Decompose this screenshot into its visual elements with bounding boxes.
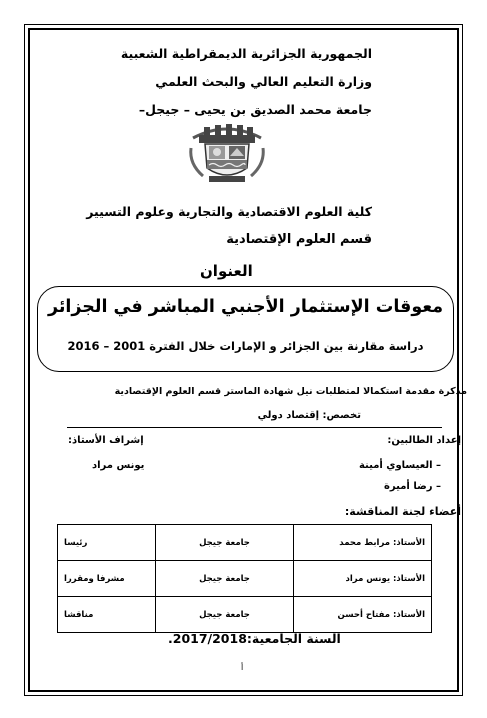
republic-heading: الجمهورية الجزائرية الديمقراطية الشعبية: [120, 46, 372, 61]
jury-label: أعضاء لجنة المناقشة:: [344, 505, 461, 518]
table-row: [58, 597, 432, 633]
specialty: تخصص: إقتصاد دولي: [257, 410, 361, 421]
academic-year: السنة الجامعية:2017/2018.: [168, 631, 341, 646]
jury-member-institution: جامعة جيجل: [156, 525, 294, 561]
jury-table: [57, 524, 432, 633]
title-label: العنوان: [200, 262, 253, 280]
sub-title: دراسة مقارنة بين الجزائر و الإمارات خلال الفترة 2001 – 2016: [67, 339, 424, 353]
jury-member-name: الأستاذ: مرابط محمد: [294, 525, 432, 561]
jury-member-role: مناقشا: [58, 597, 156, 633]
title-box: [37, 286, 454, 372]
main-title: معوقات الإستثمار الأجنبي المباشر في الجزائر: [47, 297, 444, 317]
jury-member-name: الأستاذ: مفتاح أحسن: [294, 597, 432, 633]
table-row: [58, 525, 432, 561]
student-name: – رضا أميرة: [384, 481, 441, 492]
university-logo: [187, 122, 267, 184]
jury-member-role: رئيسا: [58, 525, 156, 561]
jury-member-name: الأستاذ: يونس مراد: [294, 561, 432, 597]
supervisor-name: يونس مراد: [92, 460, 145, 471]
jury-member-role: مشرفا ومقررا: [58, 561, 156, 597]
student-name: – العيساوي أمينة: [358, 460, 441, 471]
supervisor-label: إشراف الأستاذ:: [68, 435, 144, 446]
divider-line: [67, 427, 442, 428]
jury-member-institution: جامعة جيجل: [156, 561, 294, 597]
faculty-name: كلية العلوم الاقتصادية والتجارية وعلوم التسيير: [86, 204, 372, 219]
memo-statement: مذكرة مقدمة استكمالا لمتطلبات نيل شهادة الماستر قسم العلوم الإقتصادية: [114, 386, 467, 397]
ministry-heading: وزارة التعليم العالي والبحث العلمي: [155, 74, 372, 89]
table-row: [58, 561, 432, 597]
department-name: قسم العلوم الإقتصادية: [226, 232, 372, 247]
university-heading: جامعة محمد الصديق بن يحيى – جيجل–: [138, 102, 372, 117]
students-label: إعداد الطالبين:: [387, 435, 461, 446]
jury-member-institution: جامعة جيجل: [156, 597, 294, 633]
page-number: أ: [241, 663, 244, 672]
